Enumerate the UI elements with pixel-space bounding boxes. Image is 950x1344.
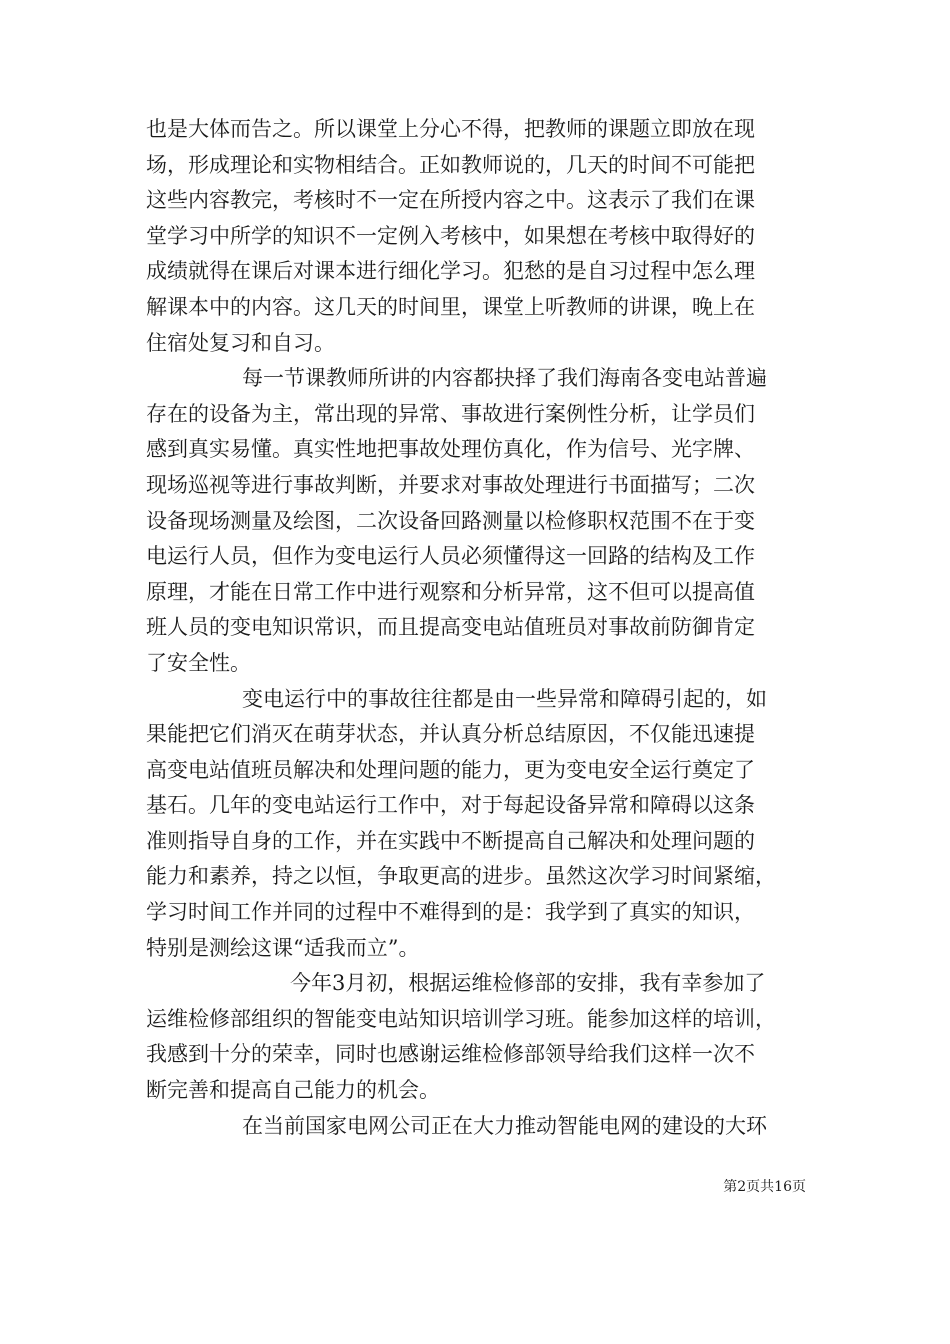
paragraph-first-line: 今年3月初，根据运维检修部的安排，我有幸参加了 bbox=[290, 971, 766, 996]
text-line: 高变电站值班员解决和处理问题的能力，更为变电安全运行奠定了 bbox=[146, 757, 755, 782]
text-line: 学习时间工作并同的过程中不难得到的是：我学到了真实的知识， bbox=[146, 900, 755, 925]
text-line: 基石。几年的变电站运行工作中，对于每起设备异常和障碍以这条 bbox=[146, 793, 755, 818]
text-line: 场，形成理论和实物相结合。正如教师说的，几天的时间不可能把 bbox=[146, 152, 755, 177]
paragraph-first-line: 每一节课教师所讲的内容都抉择了我们海南各变电站普遍 bbox=[242, 366, 767, 391]
text-line: 了安全性。 bbox=[146, 650, 251, 675]
text-line: 我感到十分的荣幸，同时也感谢运维检修部领导给我们这样一次不 bbox=[146, 1042, 755, 1067]
text-line: 存在的设备为主，常出现的异常、事故进行案例性分析，让学员们 bbox=[146, 401, 755, 426]
document-body bbox=[146, 112, 810, 1144]
paragraph-first-line: 在当前国家电网公司正在大力推动智能电网的建设的大环 bbox=[242, 1113, 767, 1138]
text-line: 断完善和提高自己能力的机会。 bbox=[146, 1078, 440, 1103]
text-line: 感到真实易懂。真实性地把事故处理仿真化，作为信号、光字牌、 bbox=[146, 437, 755, 462]
text-line: 也是大体而告之。所以课堂上分心不得，把教师的课题立即放在现 bbox=[146, 117, 755, 141]
text-line: 运维检修部组织的智能变电站知识培训学习班。能参加这样的培训， bbox=[146, 1006, 776, 1031]
text-line: 准则指导自身的工作，并在实践中不断提高自己解决和处理问题的 bbox=[146, 828, 755, 853]
text-line: 班人员的变电知识常识，而且提高变电站值班员对事故前防御肯定 bbox=[146, 615, 755, 640]
text-line: 成绩就得在课后对课本进行细化学习。犯愁的是自习过程中怎么理 bbox=[146, 259, 755, 284]
text-line: 电运行人员，但作为变电运行人员必须懂得这一回路的结构及工作 bbox=[146, 544, 755, 569]
text-line: 这些内容教完，考核时不一定在所授内容之中。这表示了我们在课 bbox=[146, 188, 755, 213]
page-number-footer: 第2页共16页 bbox=[723, 1179, 806, 1195]
text-line: 设备现场测量及绘图，二次设备回路测量以检修职权范围不在于变 bbox=[146, 508, 755, 533]
text-line: 能力和素养，持之以恒，争取更高的进步。虽然这次学习时间紧缩， bbox=[146, 864, 776, 889]
text-line: 原理，才能在日常工作中进行观察和分析异常，这不但可以提高值 bbox=[146, 579, 755, 604]
text-line: 堂学习中所学的知识不一定例入考核中，如果想在考核中取得好的 bbox=[146, 223, 755, 248]
text-line: 果能把它们消灭在萌芽状态，并认真分析总结原因，不仅能迅速提 bbox=[146, 722, 755, 747]
text-line: 现场巡视等进行事故判断，并要求对事故处理进行书面描写；二次 bbox=[146, 472, 755, 497]
text-line: 解课本中的内容。这几天的时间里，课堂上听教师的讲课，晚上在 bbox=[146, 294, 755, 319]
text-line: 住宿处复习和自习。 bbox=[146, 330, 335, 355]
text-line: 特别是测绘这课“适我而立”。 bbox=[146, 935, 420, 960]
paragraph-first-line: 变电运行中的事故往往都是由一些异常和障碍引起的，如 bbox=[242, 686, 767, 711]
